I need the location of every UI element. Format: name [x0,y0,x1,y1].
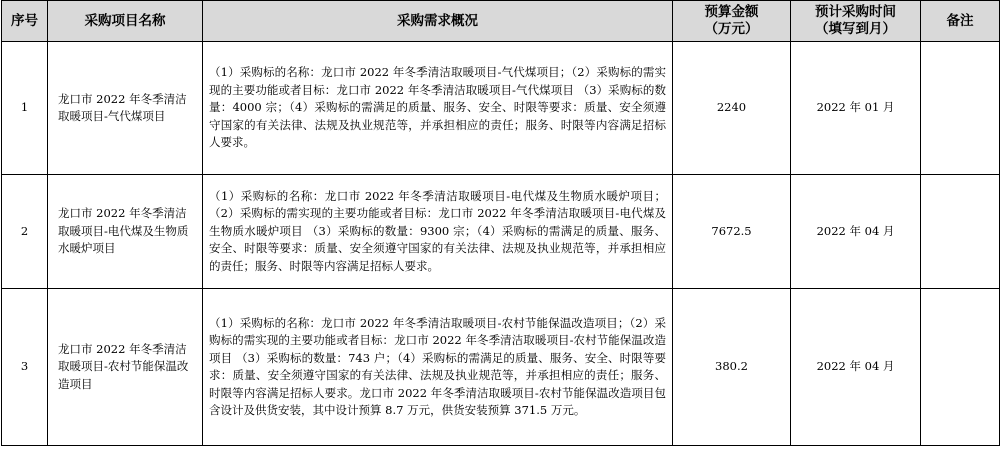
row-requirements: （1）采购标的名称：龙口市 2022 年冬季清洁取暖项目-气代煤项目；（2）采购标的需实现的主要功能或者目标：龙口市 2022 年冬季清洁取暖项目-气代煤项目 （3）采购标的数量：4000 宗；（4）采购标的需满足的质量、服务、安全、时限等要求：质量、安全须遵守国家的有关法律、法规及执业规范等，并承担相应的责任；服务、时限等内容满足招标人要求。 [203,42,673,175]
procurement-table [1,0,1000,446]
table-row [2,42,1000,175]
header-time-line1: 预计采购时间 [815,4,896,20]
row-time: 2022 年 04 月 [791,289,921,446]
row-budget: 380.2 [673,289,791,446]
row-seq: 3 [2,289,48,446]
row-project-name: 龙口市 2022 年冬季清洁取暖项目-电代煤及生物质水暖炉项目 [48,175,203,289]
row-project-name: 龙口市 2022 年冬季清洁取暖项目-农村节能保温改造项目 [48,289,203,446]
header-budget-line1: 预算金额 [704,4,759,20]
row-note [921,42,1000,175]
row-note [921,175,1000,289]
header-note: 备注 [921,1,1000,42]
header-time-line2: （填写到月） [815,21,896,37]
row-budget: 7672.5 [673,175,791,289]
row-requirements: （1）采购标的名称：龙口市 2022 年冬季清洁取暖项目-电代煤及生物质水暖炉项目；（2）采购标的需实现的主要功能或者目标：龙口市 2022 年冬季清洁取暖项目-电代煤及生物质水暖炉项目 （3）采购标的数量：9300 宗；（4）采购标的需满足的质量、服务、安全、时限等要求：质量、安全须遵守国家的有关法律、法规及执业规范等，并承担相应的责任；服务、时限等内容满足招标人要求。 [203,175,673,289]
row-time: 2022 年 01 月 [791,42,921,175]
header-budget-line2: （万元） [704,21,759,37]
row-project-name: 龙口市 2022 年冬季清洁取暖项目-气代煤项目 [48,42,203,175]
row-note [921,289,1000,446]
header-budget [673,1,791,42]
row-budget: 2240 [673,42,791,175]
row-requirements: （1）采购标的名称：龙口市 2022 年冬季清洁取暖项目-农村节能保温改造项目；（2）采购标的需实现的主要功能或者目标：龙口市 2022 年冬季清洁取暖项目-农村节能保温改造项目 （3）采购标的数量：743 户；（4）采购标的需满足的质量、服务、安全、时限等要求：质量、安全须遵守国家的有关法律、法规及执业规范等，并承担相应的责任；服务、时限等内容满足招标人要求。龙口市 2022 年冬季清洁取暖项目-农村节能保温改造项目包含设计及供货安装，其中设计预算 8.7 万元，供货安装预算 371.5 万元。 [203,289,673,446]
header-project-name: 采购项目名称 [48,1,203,42]
row-seq: 1 [2,42,48,175]
header-seq: 序号 [2,1,48,42]
header-requirements: 采购需求概况 [203,1,673,42]
table-row [2,289,1000,446]
row-time: 2022 年 04 月 [791,175,921,289]
row-seq: 2 [2,175,48,289]
table-row [2,175,1000,289]
header-time [791,1,921,42]
header-row [2,1,1000,42]
